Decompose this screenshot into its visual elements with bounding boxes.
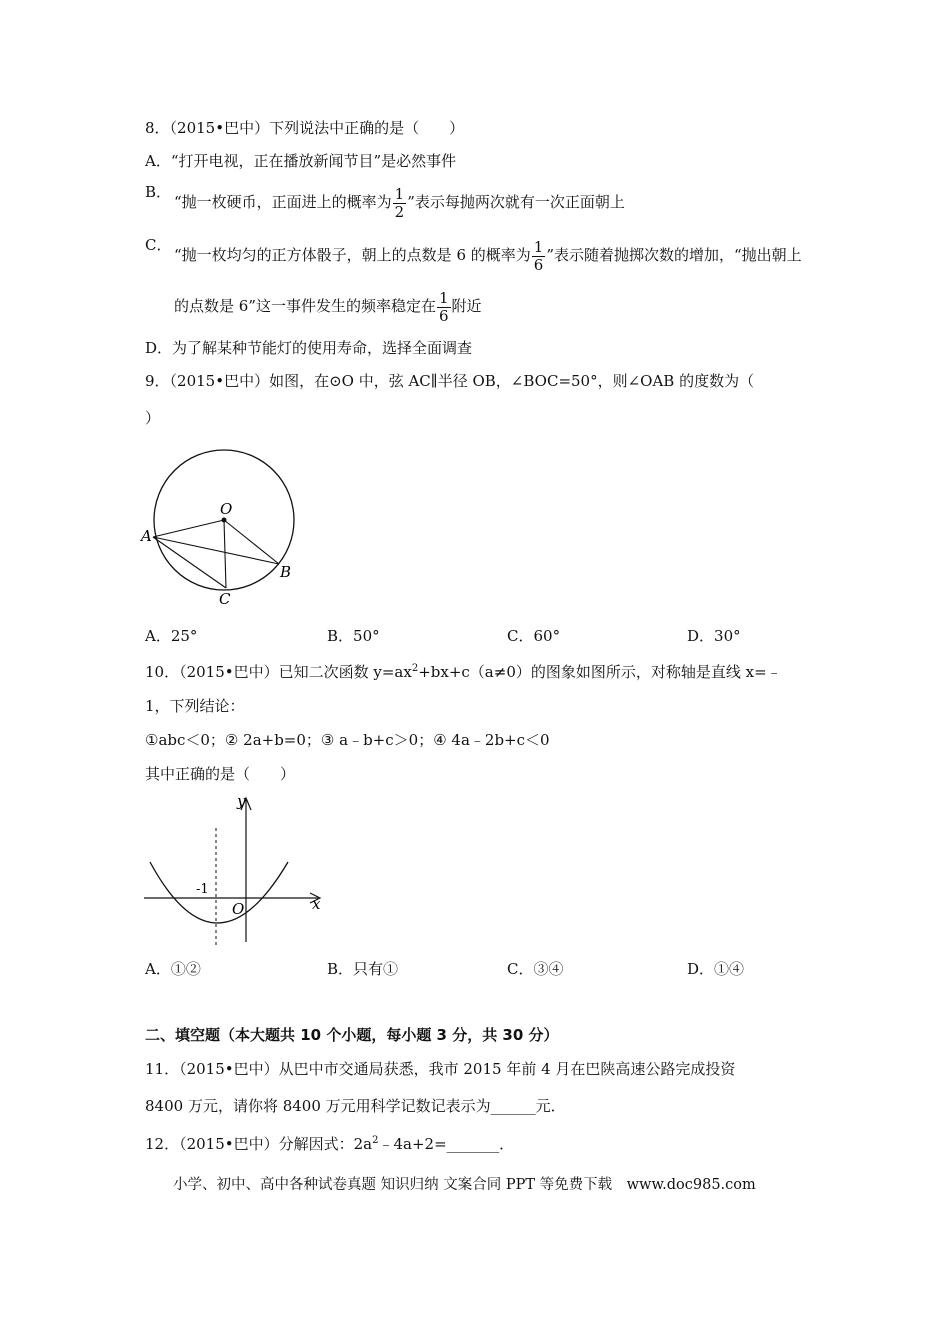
label-b: B	[280, 563, 292, 581]
q12-sup: 2	[372, 1135, 379, 1146]
q8-c-text-4: 附近	[451, 297, 482, 315]
q12-stem	[145, 1131, 514, 1154]
q8-b-frac-den: 2	[394, 202, 405, 221]
q9-option-c: C．60°	[507, 627, 561, 645]
q8-b-text-2: ”表示每抛两次就有一次正面朝上	[407, 193, 625, 211]
segment-ao	[153, 520, 224, 537]
q8-option-c-label: C．	[145, 236, 172, 254]
q10-option-d: D．①④	[687, 960, 745, 978]
q9-option-b: B．50°	[327, 627, 380, 645]
q10-conclusions: ①abc＜0；② 2a+b=0；③ a﹣b+c＞0；④ 4a﹣2b+c＜0	[145, 731, 550, 749]
q8-option-c-text	[174, 235, 802, 275]
q9-stem-close: ）	[145, 409, 161, 427]
label-origin: O	[232, 900, 245, 918]
q8-option-d: D．为了解某种节能灯的使用寿命，选择全面调查	[145, 339, 473, 357]
q8-option-a: A．“打开电视，正在播放新闻节目”是必然事件	[145, 152, 457, 170]
q8-c-frac-den: 6	[533, 255, 544, 274]
label-a: A	[141, 527, 152, 545]
q9-option-a: A．25°	[145, 627, 198, 645]
label-y: y	[237, 792, 246, 810]
q8-c-frac-num: 1	[533, 237, 544, 256]
q10-stem-cont: 1，下列结论：	[145, 697, 245, 715]
q8-c-text-2: ”表示随着抛掷次数的增加，“抛出朝上	[546, 246, 802, 264]
q10-stem-a: 10．（2015•巴中）已知二次函数 y=ax	[145, 663, 412, 681]
section-heading: 二、填空题（本大题共 10 个小题，每小题 3 分，共 30 分）	[145, 1026, 559, 1044]
q11-line-1: 11．（2015•巴中）从巴中市交通局获悉，我市 2015 年前 4 月在巴陕高速公路完成投资	[145, 1060, 736, 1078]
q8-c-frac2-den: 6	[438, 306, 449, 325]
q8-b-frac-num: 1	[394, 184, 405, 203]
label-neg1: -1	[196, 882, 209, 897]
label-c: C	[219, 590, 231, 608]
q10-option-b: B．只有①	[327, 960, 399, 978]
q9-circle-figure	[135, 440, 315, 610]
q12-text-a: 12．（2015•巴中）分解因式：2a	[145, 1135, 373, 1153]
q8-option-b-label: B．	[145, 183, 172, 201]
label-x: x	[312, 895, 321, 913]
q8-c-fraction	[532, 239, 546, 274]
q8-c-frac2-num: 1	[438, 288, 449, 307]
q8-stem: 8．（2015•巴中）下列说法中正确的是（ ）	[145, 119, 465, 137]
q10-stem-b: +bx+c（a≠0）的图象如图所示，对称轴是直线 x=﹣	[418, 663, 782, 681]
q8-option-b-text	[174, 182, 625, 222]
q8-option-c-text-cont	[174, 286, 482, 326]
q10-option-c: C．③④	[507, 960, 564, 978]
segment-oc	[224, 520, 226, 588]
page-footer: 小学、初中、高中各种试卷真题 知识归纳 文案合同 PPT 等免费下载 www.doc985.com	[173, 1177, 756, 1193]
q10-parabola-figure	[140, 790, 330, 950]
parabola	[150, 862, 288, 923]
q8-b-fraction	[393, 186, 407, 221]
label-o: O	[220, 500, 233, 518]
q10-ask: 其中正确的是（ ）	[145, 765, 296, 783]
q8-c-fraction-2	[437, 290, 451, 325]
q8-c-text-3: 的点数是 6”这一事件发生的频率稳定在	[174, 297, 436, 315]
q10-stem	[145, 659, 782, 682]
q10-option-a: A．①②	[145, 960, 201, 978]
q10-stem-sup: 2	[411, 663, 419, 674]
q9-option-d: D．30°	[687, 627, 741, 645]
q8-b-text-1: “抛一枚硬币，正面进上的概率为	[174, 193, 392, 211]
q12-text-b: ﹣4a+2=_______．	[378, 1135, 515, 1153]
segment-ob	[224, 520, 279, 564]
q8-c-text-1: “抛一枚均匀的正方体骰子，朝上的点数是 6 的概率为	[174, 246, 531, 264]
center-point	[222, 518, 227, 523]
q11-line-2: 8400 万元，请你将 8400 万元用科学记数记表示为______元．	[145, 1097, 566, 1115]
q9-stem: 9．（2015•巴中）如图，在⊙O 中，弦 AC∥半径 OB，∠BOC=50°，则∠OAB 的度数为（	[145, 372, 755, 390]
